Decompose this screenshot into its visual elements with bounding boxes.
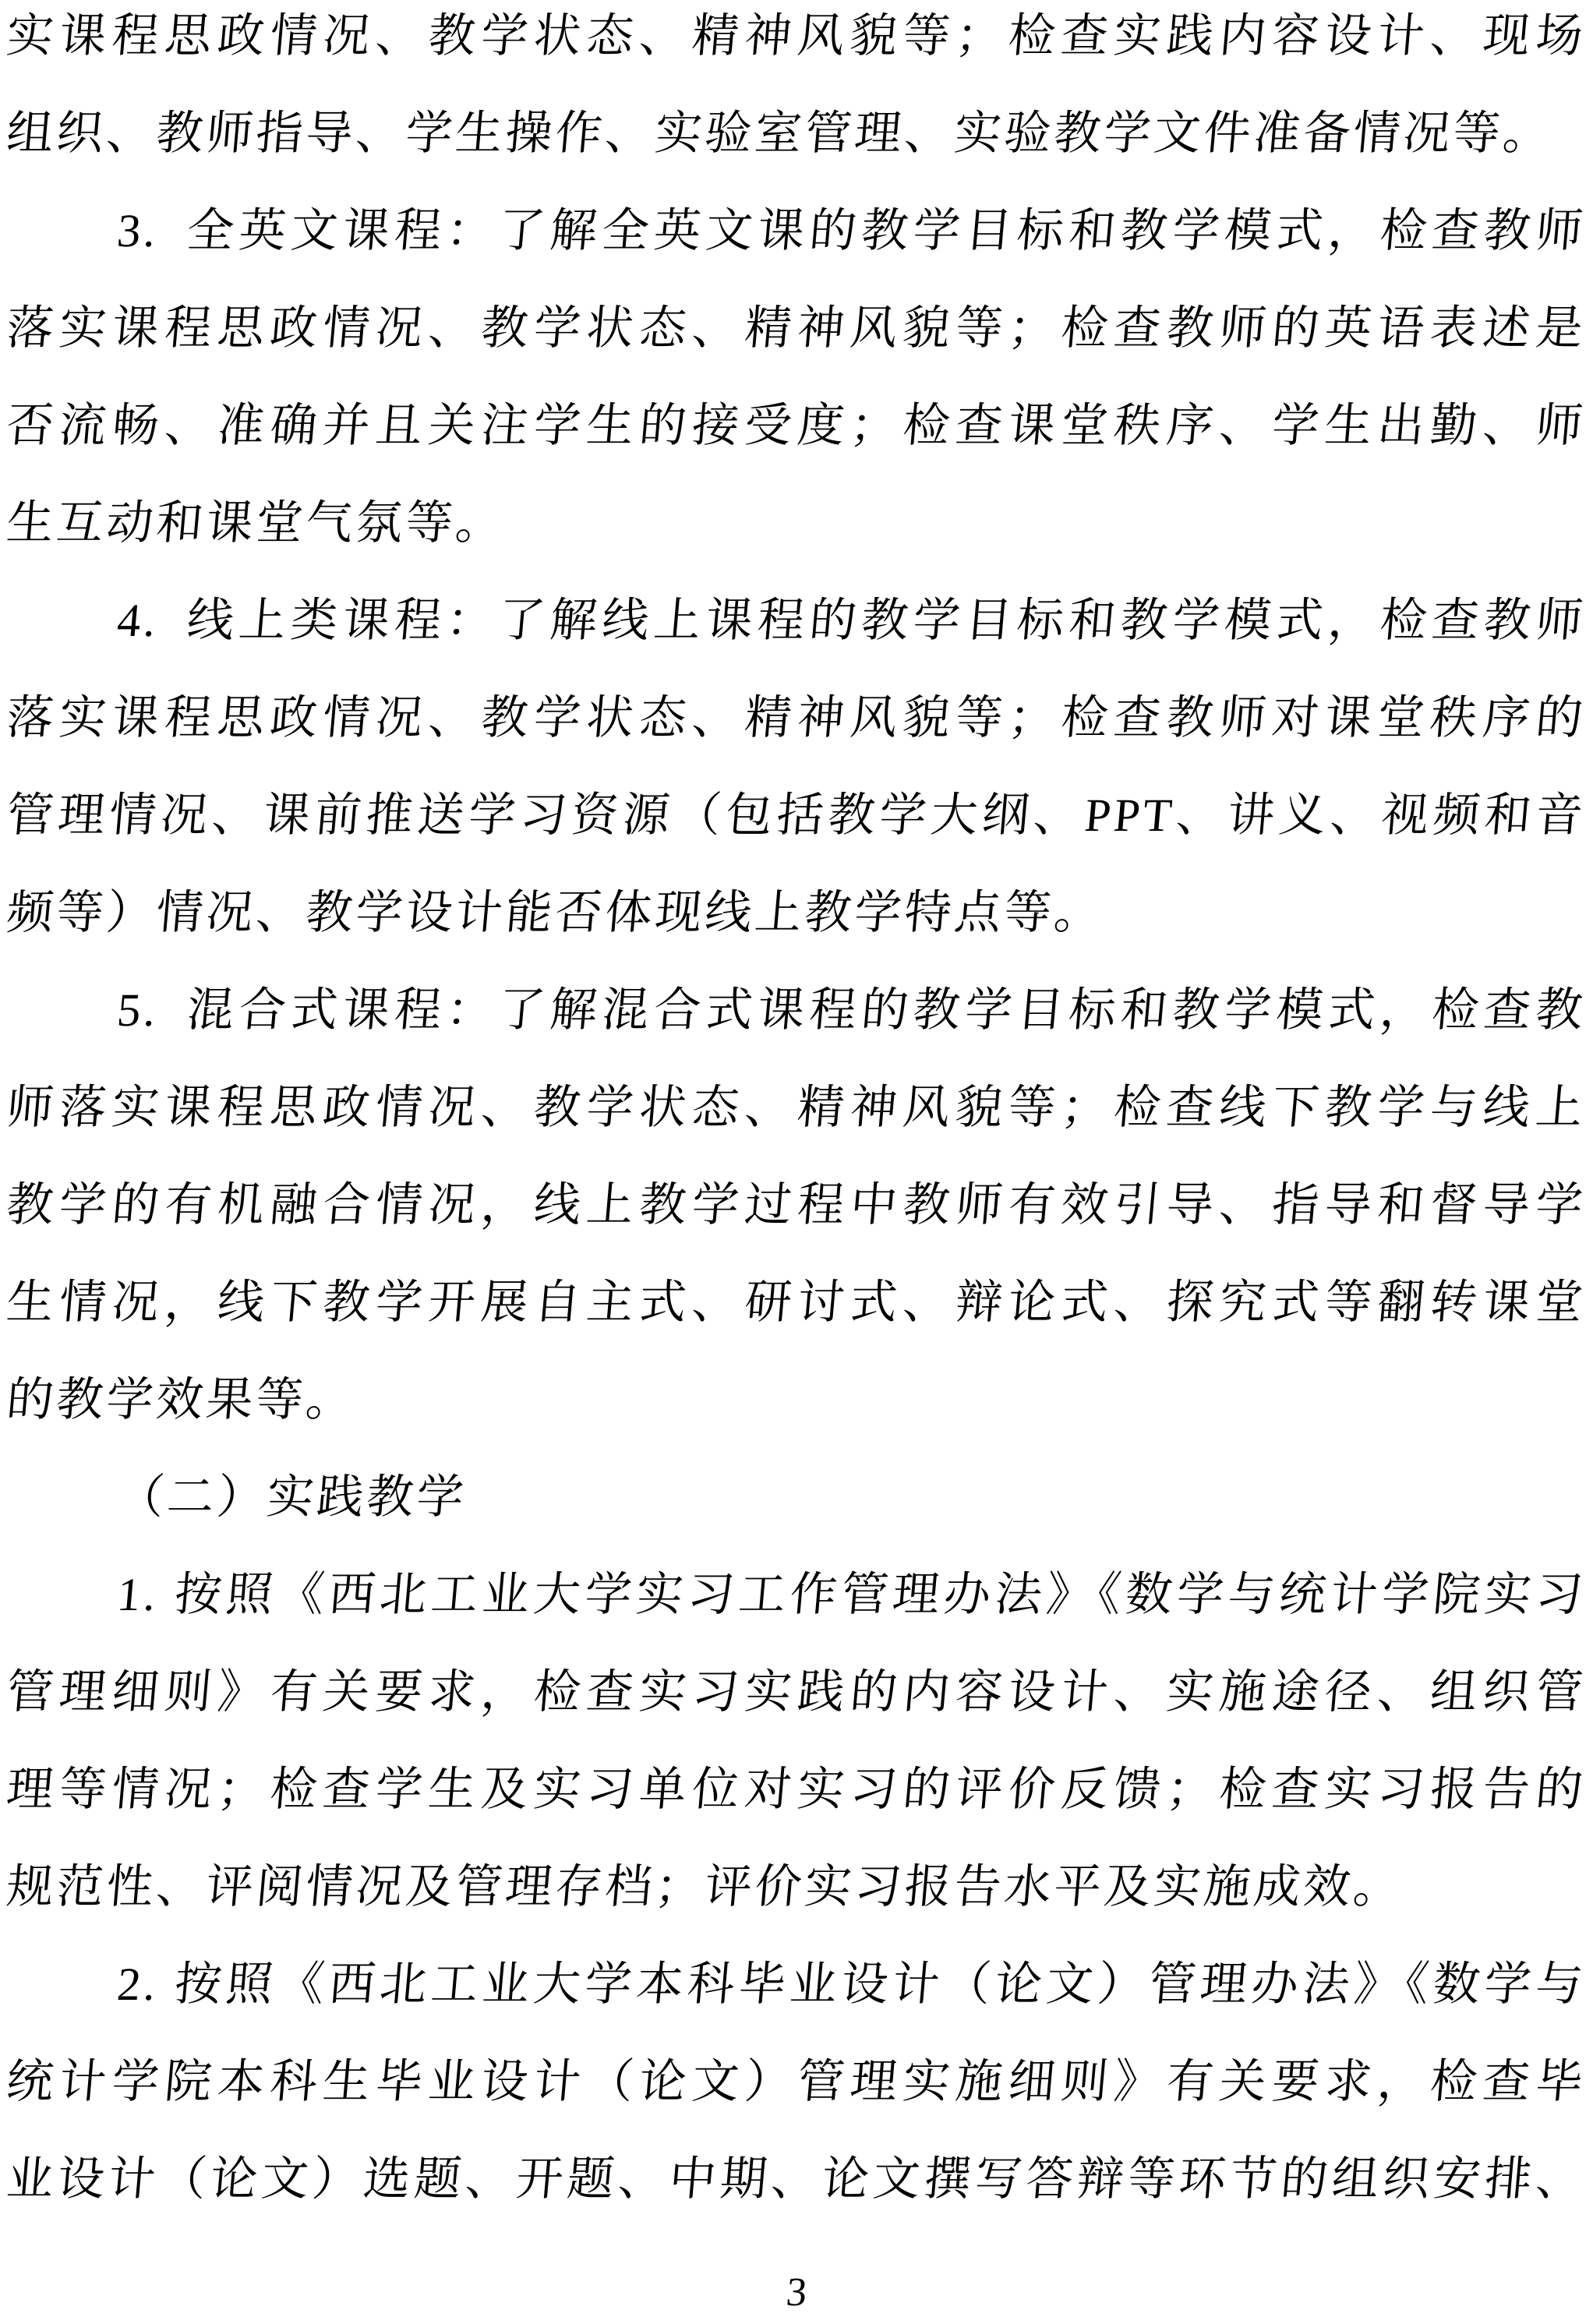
page-number: 3 xyxy=(784,2270,809,2315)
paragraph xyxy=(4,572,1588,962)
paragraph xyxy=(4,182,1588,572)
text-line: 生情况，线下教学开展自主式、研讨式、辩论式、探究式等翻转课堂 xyxy=(4,1277,1588,1328)
text-line: 理等情况；检查学生及实习单位对实习的评价反馈；检查实习报告的 xyxy=(4,1764,1588,1815)
text-line: 管理情况、课前推送学习资源（包括教学大纲、PPT、讲义、视频和音 xyxy=(4,789,1588,841)
text-line: 的教学效果等。 xyxy=(4,1374,359,1425)
text-line: 2. 按照《西北工业大学本科毕业设计（论文）管理办法》《数学与 xyxy=(115,1958,1588,2010)
text-line: （二）实践教学 xyxy=(115,1471,469,1523)
paragraph xyxy=(4,0,1588,182)
text-line: 组织、教师指导、学生操作、实验室管理、实验教学文件准备情况等。 xyxy=(4,108,1556,159)
text-line: 师落实课程思政情况、教学状态、精神风貌等；检查线下教学与线上 xyxy=(4,1082,1588,1133)
text-line: 实课程思政情况、教学状态、精神风貌等；检查实践内容设计、现场 xyxy=(4,10,1588,62)
text-line: 管理细则》有关要求，检查实习实践的内容设计、实施途径、组织管 xyxy=(4,1666,1588,1718)
text-line: 业设计（论文）选题、开题、中期、论文撰写答辩等环节的组织安排、 xyxy=(4,2153,1588,2205)
text-line: 生互动和课堂气氛等。 xyxy=(4,497,508,549)
text-line: 落实课程思政情况、教学状态、精神风貌等；检查教师对课堂秩序的 xyxy=(4,692,1588,743)
text-line: 规范性、评阅情况及管理存档；评价实习报告水平及实施成效。 xyxy=(4,1861,1406,1913)
paragraph xyxy=(4,962,1588,1449)
text-line: 4. 线上类课程：了解线上课程的教学目标和教学模式，检查教师 xyxy=(115,595,1588,646)
text-line: 否流畅、准确并且关注学生的接受度；检查课堂秩序、学生出勤、师 xyxy=(4,400,1588,451)
text-line: 频等）情况、教学设计能否体现线上教学特点等。 xyxy=(4,887,1107,938)
paragraph xyxy=(4,1936,1588,2228)
paragraph xyxy=(4,1546,1588,1936)
text-line: 统计学院本科生毕业设计（论文）管理实施细则》有关要求，检查毕 xyxy=(4,2056,1588,2107)
paragraph xyxy=(6,1449,1585,1546)
text-line: 3. 全英文课程：了解全英文课的教学目标和教学模式，检查教师 xyxy=(115,205,1588,256)
text-line: 落实课程思政情况、教学状态、精神风貌等；检查教师的英语表述是 xyxy=(4,302,1588,354)
text-line: 5. 混合式课程：了解混合式课程的教学目标和教学模式，检查教 xyxy=(115,984,1588,1036)
text-line: 1. 按照《西北工业大学实习工作管理办法》《数学与统计学院实习 xyxy=(115,1569,1588,1620)
text-line: 教学的有机融合情况，线上教学过程中教师有效引导、指导和督导学 xyxy=(4,1179,1588,1231)
